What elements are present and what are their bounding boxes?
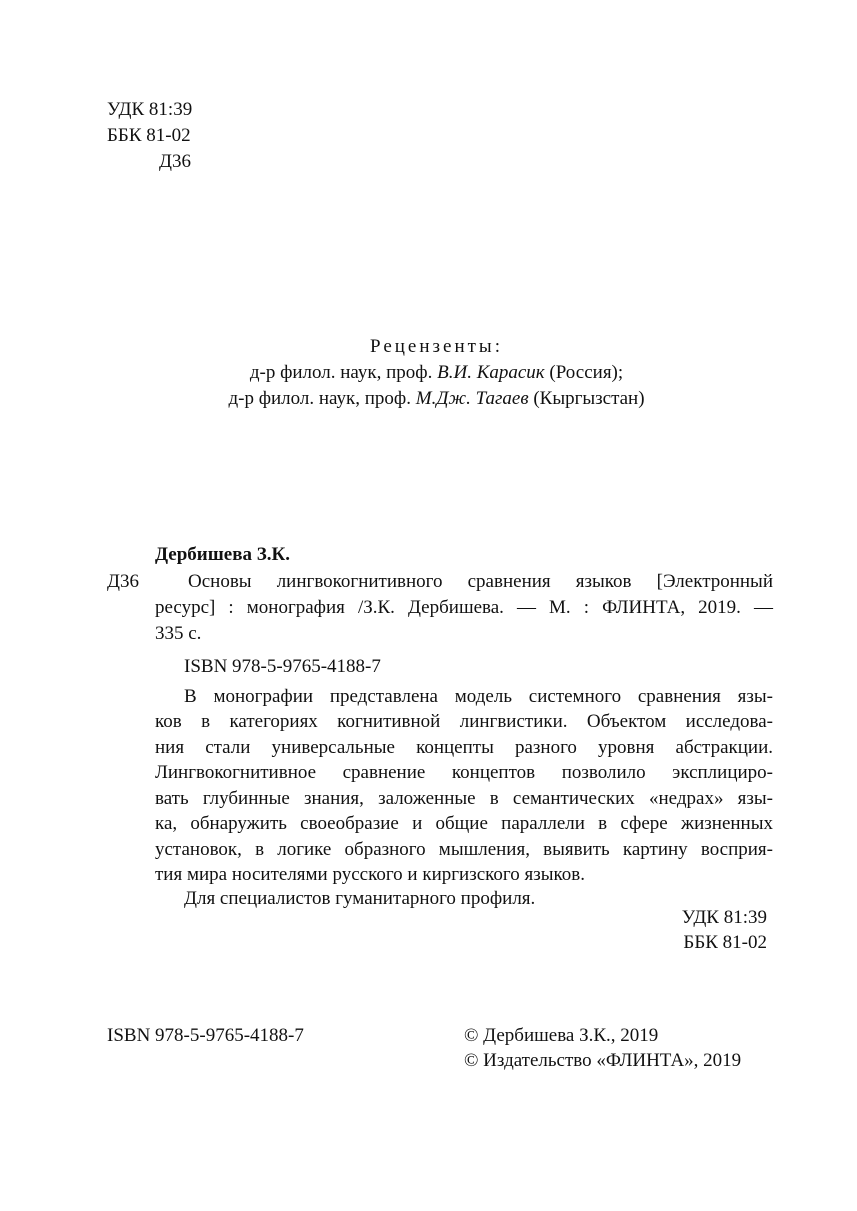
footer-isbn: ISBN 978-5-9765-4188-7 xyxy=(107,1025,304,1046)
abstract-line: Лингвокогнитивное сравнение концептов позволило эксплициро- xyxy=(155,762,773,783)
bib-description-line: ресурс] : монография /З.К. Дербишева. — М. : ФЛИНТА, 2019. — xyxy=(155,597,773,618)
copyright-publisher: © Издательство «ФЛИНТА», 2019 xyxy=(464,1050,742,1071)
udk-code: УДК 81:39 xyxy=(107,99,193,120)
reviewer-line xyxy=(0,360,857,385)
bbk-code-right: ББК 81-02 xyxy=(683,932,767,953)
copyright-author: © Дербишева З.К., 2019 xyxy=(464,1025,659,1046)
reviewer-title: д-р филол. наук, проф. xyxy=(228,388,416,409)
abstract-line: вать глубинные знания, заложенные в семантических «недрах» язы- xyxy=(155,788,773,809)
abstract-line: ков в категориях когнитивной лингвистики. Объектом исследова- xyxy=(155,711,773,732)
reviewer-name: М.Дж. Тагаев xyxy=(415,388,529,409)
audience-note: Для специалистов гуманитарного профиля. xyxy=(184,888,536,909)
udk-code-right: УДК 81:39 xyxy=(681,907,767,928)
reviewer-title: д-р филол. наук, проф. xyxy=(249,362,438,383)
reviewer-name: В.И. Карасик xyxy=(437,362,545,383)
abstract-line: ка, обнаружить своеобразие и общие параллели в сфере жизненных xyxy=(155,813,773,834)
reviewer-country: (Россия); xyxy=(544,362,624,383)
reviewer-country: (Кыргызстан) xyxy=(528,388,645,409)
entry-isbn: ISBN 978-5-9765-4188-7 xyxy=(184,656,381,677)
abstract-line: тия мира носителями русского и киргизского языков. xyxy=(155,864,585,885)
reviewers-heading: Рецензенты: xyxy=(370,336,503,357)
reviewer-line xyxy=(0,386,857,411)
bbk-code: ББК 81-02 xyxy=(107,125,191,146)
bib-description-line: Основы лингвокогнитивного сравнения языков [Электронный xyxy=(188,571,773,592)
abstract-line: ния стали универсальные концепты разного уровня абстракции. xyxy=(155,737,773,758)
abstract-line: установок, в логике образного мышления, выявить картину восприя- xyxy=(155,839,773,860)
entry-author: Дербишева З.К. xyxy=(155,544,291,565)
author-mark-code: Д36 xyxy=(159,151,191,172)
abstract-line: В монографии представлена модель системного сравнения язы- xyxy=(184,686,773,707)
bib-description-line: 335 с. xyxy=(155,623,202,644)
entry-code: Д36 xyxy=(107,571,139,592)
